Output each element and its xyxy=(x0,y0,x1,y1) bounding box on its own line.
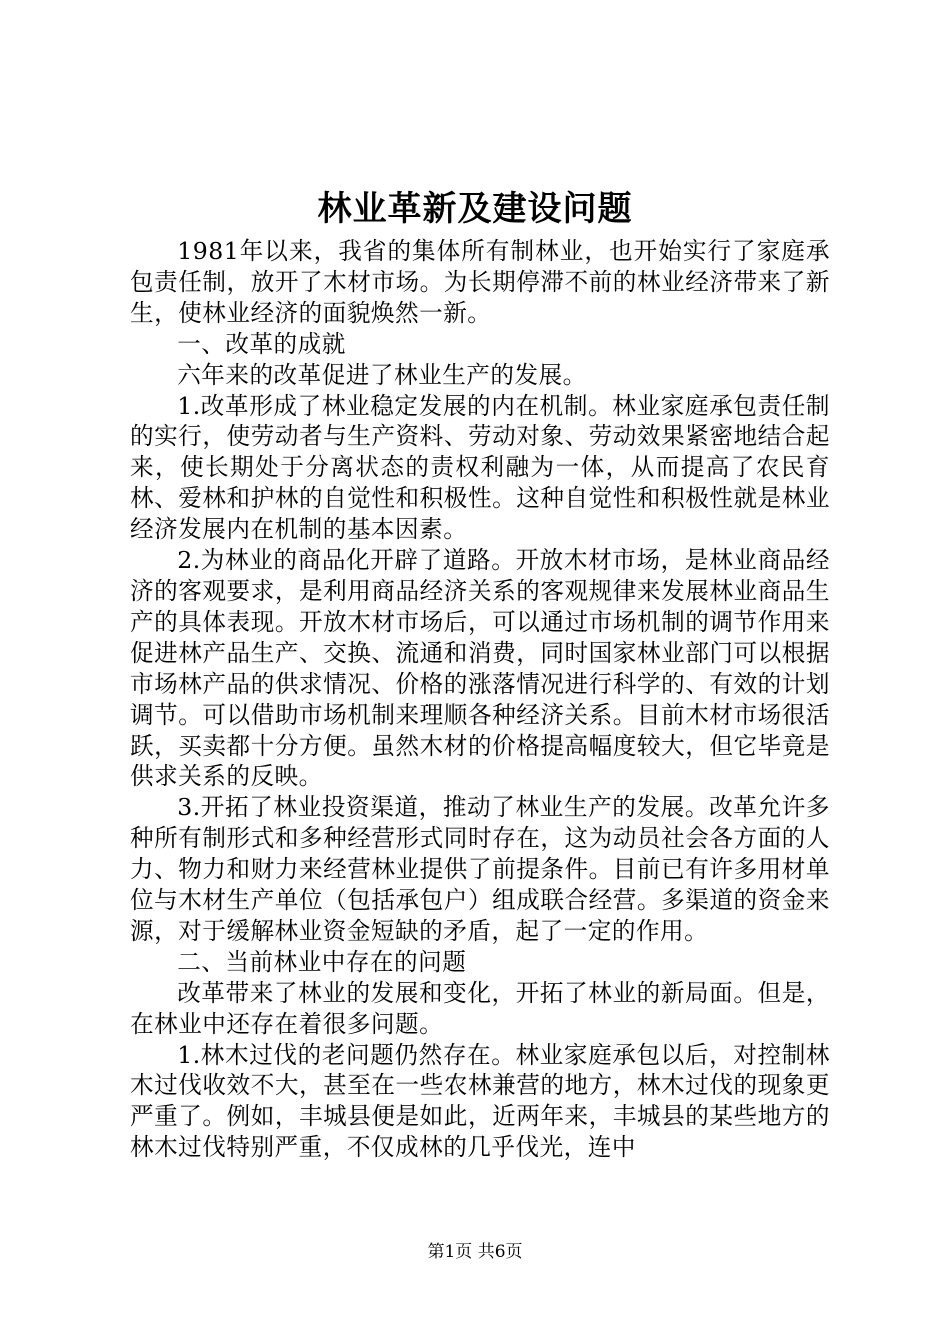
paragraph-problem-1: 1.林木过伐的老问题仍然存在。林业家庭承包以后，对控制林木过伐收效不大，甚至在一些农林兼营的地方，林木过伐的现象更严重了。例如，丰城县便是如此，近两年来，丰城县的某些地方的林木过伐特别严重，不仅成林的几乎伐光，连中 xyxy=(130,1040,830,1162)
document-title: 林业革新及建设问题 xyxy=(317,189,633,229)
paragraph-problems-intro: 改革带来了林业的发展和变化，开拓了林业的新局面。但是，在林业中还存在着很多问题。 xyxy=(130,978,830,1038)
paragraph-point-1: 1.改革形成了林业稳定发展的内在机制。林业家庭承包责任制的实行，使劳动者与生产资料、劳动对象、劳动效果紧密地结合起来，使长期处于分离状态的责权利融为一体，从而提高了农民育林、爱林和护林的自觉性和积极性。这种自觉性和积极性就是林业经济发展内在机制的基本因素。 xyxy=(130,391,830,544)
paragraph-summary: 六年来的改革促进了林业生产的发展。 xyxy=(177,360,587,389)
section-heading-achievements: 一、改革的成就 xyxy=(177,329,346,358)
paragraph-point-2: 2.为林业的商品化开辟了道路。开放木材市场，是林业商品经济的客观要求，是利用商品经济关系的客观规律来发展林业商品生产的具体表现。开放木材市场后，可以通过市场机制的调节作用来促进林产品生产、交换、流通和消费，同时国家林业部门可以根据市场林产品的供求情况、价格的涨落情况进行科学的、有效的计划调节。可以借助市场机制来理顺各种经济关系。目前木材市场很活跃，买卖都十分方便。虽然木材的价格提高幅度较大，但它毕竟是供求关系的反映。 xyxy=(130,546,830,791)
page-footer: 第1页 共6页 xyxy=(427,1242,523,1262)
paragraph-point-3: 3.开拓了林业投资渠道，推动了林业生产的发展。改革允许多种所有制形式和多种经营形式同时存在，这为动员社会各方面的人力、物力和财力来经营林业提供了前提条件。目前已有许多用材单位与木材生产单位（包括承包户）组成联合经营。多渠道的资金来源，对于缓解林业资金短缺的矛盾，起了一定的作用。 xyxy=(130,793,830,945)
document-body xyxy=(130,236,830,1163)
section-heading-problems: 二、当前林业中存在的问题 xyxy=(177,947,467,976)
paragraph-intro: 1981年以来，我省的集体所有制林业，也开始实行了家庭承包责任制，放开了木材市场。为长期停滞不前的林业经济带来了新生，使林业经济的面貌焕然一新。 xyxy=(130,237,830,327)
